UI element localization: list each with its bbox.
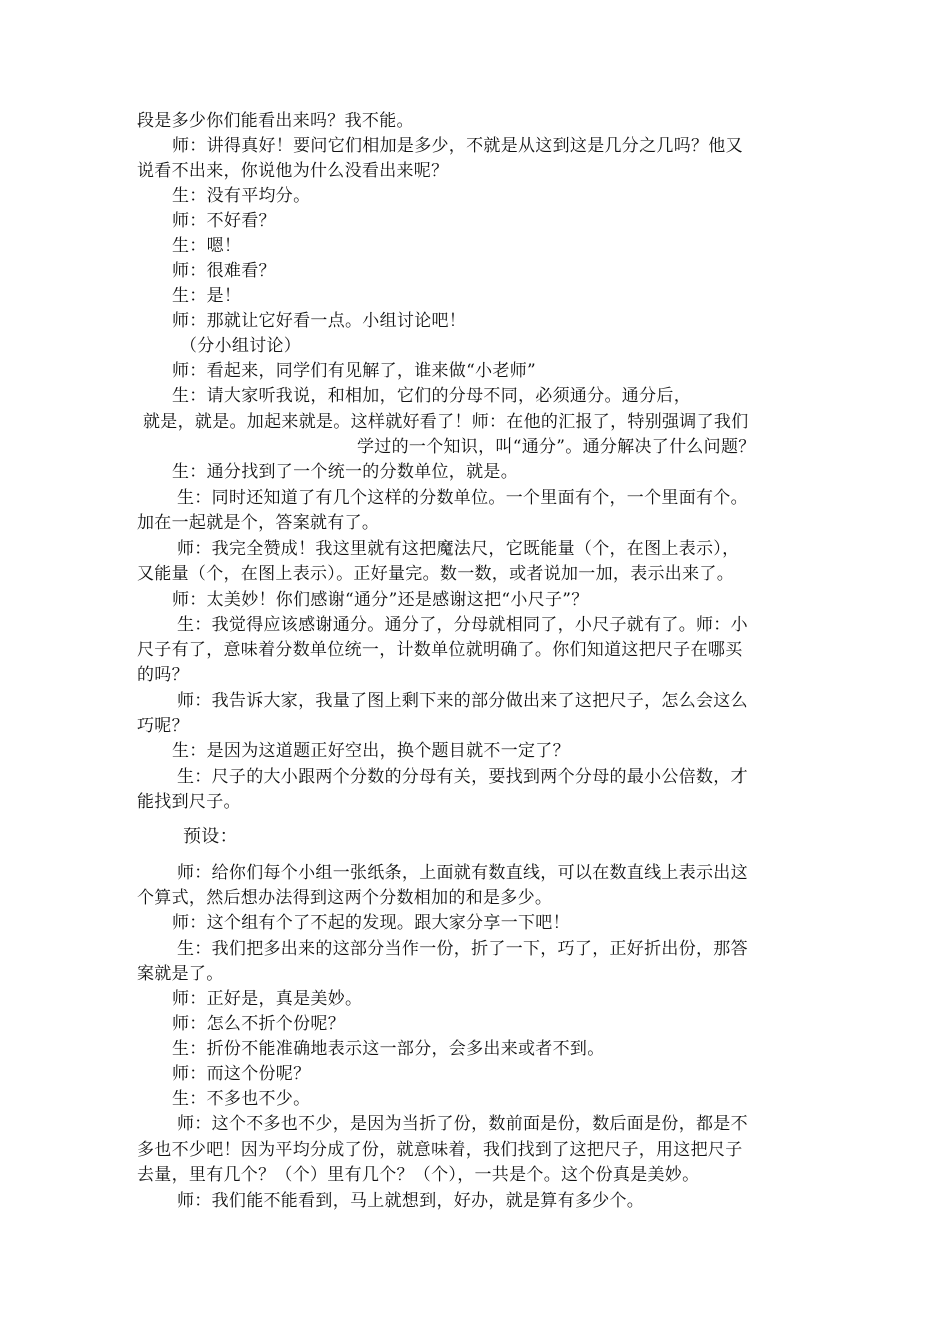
text-line: 多也不少吧！因为平均分成了份，就意味着，我们找到了这把尺子，用这把尺子 — [137, 1140, 743, 1160]
text-line: 又能量（个，在图上表示）。正好量完。数一数，或者说加一加，表示出来了。 — [137, 564, 734, 584]
text-line: 师：太美妙！你们感谢“通分”还是感谢这把“小尺子”？ — [172, 590, 589, 610]
text-line: 生：通分找到了一个统一的分数单位，就是。 — [172, 462, 518, 482]
text-line: 就是，就是。加起来就是。这样就好看了！师：在他的汇报了，特别强调了我们 — [143, 412, 749, 432]
text-line: 巧呢？ — [137, 716, 189, 736]
text-line: （分小组讨论） — [180, 336, 302, 356]
text-line: 说看不出来，你说他为什么没看出来呢？ — [137, 161, 449, 181]
text-line: 生：是！ — [172, 286, 242, 306]
text-line: 加在一起就是个，答案就有了。 — [137, 513, 380, 533]
text-line: 生：尺子的大小跟两个分数的分母有关，要找到两个分母的最小公倍数，才 — [177, 767, 748, 787]
text-line: 生：同时还知道了有几个这样的分数单位。一个里面有个，一个里面有个。 — [177, 488, 748, 508]
text-line: 生：我觉得应该感谢通分。通分了，分母就相同了，小尺子就有了。师：小 — [177, 615, 748, 635]
text-line: 学过的一个知识，叫“通分”。通分解决了什么问题？ — [357, 437, 756, 457]
text-line: 师：讲得真好！要问它们相加是多少，不就是从这到这是几分之几吗？他又 — [172, 136, 743, 156]
text-line: 案就是了。 — [137, 964, 224, 984]
text-line: 师：怎么不折个份呢？ — [172, 1014, 345, 1034]
text-line: 师：看起来，同学们有见解了，谁来做“小老师” — [172, 361, 536, 381]
text-line: 个算式，然后想办法得到这两个分数相加的和是多少。 — [137, 888, 553, 908]
text-line: 生：我们把多出来的这部分当作一份，折了一下，巧了，正好折出份，那答 — [177, 939, 748, 959]
text-line: 生：请大家听我说，和相加，它们的分母不同，必须通分。通分后， — [172, 386, 691, 406]
text-line: 段是多少你们能看出来吗？我不能。 — [137, 111, 414, 131]
text-line: 师：我告诉大家，我量了图上剩下来的部分做出来了这把尺子，怎么会这么 — [177, 691, 748, 711]
text-line: 师：很难看？ — [172, 261, 276, 281]
text-line: 师：这个不多也不少，是因为当折了份，数前面是份，数后面是份，都是不 — [177, 1114, 748, 1134]
text-line: 生：没有平均分。 — [172, 186, 311, 206]
text-line: 生：嗯！ — [172, 236, 242, 256]
text-line: 尺子有了，意味着分数单位统一，计数单位就明确了。你们知道这把尺子在哪买 — [137, 640, 743, 660]
text-line: 师：而这个份呢？ — [172, 1064, 311, 1084]
text-line: 生：折份不能准确地表示这一部分，会多出来或者不到。 — [172, 1039, 605, 1059]
text-line: 的吗？ — [137, 665, 189, 685]
text-line: 生：是因为这道题正好空出，换个题目就不一定了？ — [172, 741, 570, 761]
text-line: 师：我完全赞成！我这里就有这把魔法尺，它既能量（个，在图上表示）， — [177, 539, 740, 559]
text-line: 师：不好看？ — [172, 211, 276, 231]
text-line: 能找到尺子。 — [137, 792, 241, 812]
text-line: 师：正好是，真是美妙。 — [172, 989, 363, 1009]
text-line: 去量，里有几个？（个）里有几个？（个），一共是个。这个份真是美妙。 — [137, 1165, 700, 1185]
section-heading: 预设： — [183, 826, 238, 847]
text-line: 师：那就让它好看一点。小组讨论吧！ — [172, 311, 467, 331]
text-line: 师：这个组有个了不起的发现。跟大家分享一下吧！ — [172, 913, 570, 933]
text-line: 师：给你们每个小组一张纸条，上面就有数直线，可以在数直线上表示出这 — [177, 863, 748, 883]
text-line: 生：不多也不少。 — [172, 1089, 311, 1109]
text-line: 师：我们能不能看到，马上就想到，好办，就是算有多少个。 — [177, 1191, 645, 1211]
